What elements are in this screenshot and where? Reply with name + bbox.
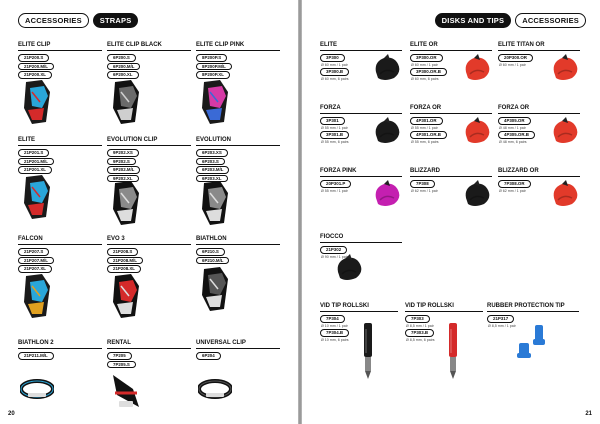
section-tab-0[interactable]: ACCESSORIES [18, 13, 89, 28]
strap-product[interactable] [18, 137, 102, 174]
right-page [302, 0, 600, 424]
strap-product[interactable] [18, 236, 102, 273]
product-code: 9P202.M/L [107, 166, 140, 174]
strap-image [109, 179, 143, 227]
strap-image [109, 272, 143, 320]
strap-image [198, 363, 232, 411]
product-code: 20P301.P [320, 180, 351, 188]
product-note: Ø 55 mm, 6 pairs [411, 139, 439, 144]
product-name: FORZA OR [498, 105, 580, 114]
product-codes [18, 352, 102, 360]
product-codes [196, 248, 280, 264]
product-code: 21P201.M/L [18, 158, 54, 166]
basket-image [334, 254, 364, 282]
product-codes [18, 149, 102, 174]
product-note: Ø 60 mm / 1 pair [411, 62, 438, 67]
product-name: VID TIP ROLLSKI [405, 303, 483, 312]
product-code: 21P317 [487, 315, 514, 323]
product-code: 9P202.XL [107, 175, 139, 183]
product-name: FORZA OR [410, 105, 492, 114]
left-header [18, 13, 138, 28]
product-name: EVO 3 [107, 236, 191, 245]
product-name: FORZA PINK [320, 168, 402, 177]
product-note: Ø 55 mm / 1 pair [321, 188, 348, 193]
product-note: Ø 60 mm / 1 pair [321, 62, 348, 67]
product-code: 7P205.S [107, 361, 136, 369]
product-code: 6P210.S [196, 248, 225, 256]
product-codes [107, 149, 191, 182]
strap-product[interactable] [196, 340, 280, 360]
product-note: Ø 62 mm / 1 pair [499, 188, 526, 193]
tip-image [360, 323, 376, 379]
product-code: 3P300 [320, 54, 345, 62]
strap-product[interactable] [196, 236, 280, 264]
strap-product[interactable] [107, 42, 191, 79]
product-code: 9P202.S [107, 158, 136, 166]
product-code: 8P200P.XL [196, 71, 230, 79]
product-code: 3P300.OR.B [410, 68, 447, 76]
product-code: 4P301.OR.B [410, 131, 447, 139]
tip-image [515, 323, 555, 359]
product-code: 21P208.S [107, 248, 138, 256]
product-code: 3P301 [320, 117, 345, 125]
product-code: 21P201.S [18, 149, 49, 157]
product-note: Ø 8,5 mm / 1 pair [488, 323, 516, 328]
product-name: EVOLUTION CLIP [107, 137, 191, 146]
product-note: Ø 48 mm, 6 pairs [499, 139, 527, 144]
product-note: Ø 8,5 mm, 6 pairs [406, 337, 435, 342]
product-codes [196, 149, 280, 182]
product-name: UNIVERSAL CLIP [196, 340, 280, 349]
product-code: 21P208.M/L [107, 257, 143, 265]
product-codes [18, 248, 102, 273]
product-code: 7P205 [107, 352, 132, 360]
disk-tip-product[interactable] [405, 303, 483, 342]
product-code: 21P201.XL [18, 166, 52, 174]
basket-image [372, 54, 402, 82]
disk-tip-product[interactable] [410, 105, 492, 144]
product-code: 8P200P.M/L [196, 63, 232, 71]
disk-tip-product[interactable] [410, 168, 492, 193]
product-note: Ø 10 mm / 1 pair [321, 323, 348, 328]
product-note: Ø 60 mm, 6 pairs [411, 76, 439, 81]
product-code: 6P203.XL [196, 175, 228, 183]
product-name: EVOLUTION [196, 137, 280, 146]
product-codes [107, 54, 191, 79]
left-page [0, 0, 298, 424]
product-codes [107, 248, 191, 273]
basket-image [550, 54, 580, 82]
product-name: ELITE CLIP [18, 42, 102, 51]
product-code: 21P207.S [18, 248, 49, 256]
product-codes [107, 352, 191, 368]
product-code: 6P210.M/L [196, 257, 229, 265]
product-code: 7P308 [410, 180, 435, 188]
product-name: FORZA [320, 105, 402, 114]
basket-image [462, 180, 492, 208]
strap-product[interactable] [18, 42, 102, 79]
strap-product[interactable] [18, 340, 102, 360]
product-codes [320, 315, 398, 342]
product-code: 21P211.M/L [18, 352, 54, 360]
disk-tip-product[interactable] [410, 42, 492, 81]
product-note: Ø 60 mm / 1 pair [499, 62, 526, 67]
strap-image [109, 369, 143, 417]
product-name: FIOCCO [320, 234, 402, 243]
disk-tip-product[interactable] [320, 303, 398, 342]
product-name: ELITE [320, 42, 402, 51]
disk-tip-product[interactable] [320, 234, 402, 259]
product-code: 7P304.B [320, 329, 349, 337]
section-tab-1[interactable]: STRAPS [93, 13, 139, 28]
strap-product[interactable] [107, 340, 191, 368]
product-code: 4P301.OR [410, 117, 443, 125]
product-code: 4P305.OR.B [498, 131, 535, 139]
product-note: Ø 10 mm, 6 pairs [321, 337, 349, 342]
product-code: 3P301.B [320, 131, 349, 139]
strap-image [198, 78, 232, 126]
product-code: 6P203.S [196, 158, 225, 166]
tip-image [445, 323, 461, 379]
product-code: 21P200.S [18, 54, 49, 62]
product-code: 7P304 [320, 315, 345, 323]
disk-tip-product[interactable] [320, 42, 402, 81]
disk-tip-product[interactable] [498, 42, 580, 67]
page-number: 20 [8, 411, 15, 417]
strap-product[interactable] [107, 236, 191, 273]
product-note: Ø 60 mm, 6 pairs [321, 76, 349, 81]
disk-tip-product[interactable] [487, 303, 579, 328]
product-codes [18, 54, 102, 79]
product-code: 20P300.OR [498, 54, 533, 62]
disk-tip-product[interactable] [498, 168, 580, 193]
product-note: Ø 55 mm, 6 pairs [321, 139, 349, 144]
strap-image [109, 78, 143, 126]
product-code: 21P302 [320, 246, 347, 254]
product-code: 7P303.B [405, 329, 434, 337]
product-code: 21P200.XL [18, 71, 52, 79]
product-name: ELITE TITAN OR [498, 42, 580, 51]
product-codes [196, 352, 280, 360]
disk-tip-product[interactable] [498, 105, 580, 144]
section-tab-0[interactable]: DISKS AND TIPS [435, 13, 512, 28]
product-code: 6P200.M/L [107, 63, 140, 71]
product-code: 9P202.XS [107, 149, 139, 157]
product-note: Ø 55 mm / 1 pair [321, 125, 348, 130]
disk-tip-product[interactable] [320, 105, 402, 144]
product-code: 3P300.OR [410, 54, 443, 62]
basket-image [462, 117, 492, 145]
product-code: 21P200.M/L [18, 63, 54, 71]
product-codes [405, 315, 483, 342]
disk-tip-product[interactable] [320, 168, 402, 193]
strap-image [20, 363, 54, 411]
product-name: RENTAL [107, 340, 191, 349]
product-name: RUBBER PROTECTION TIP [487, 303, 579, 312]
basket-image [462, 54, 492, 82]
product-name: BLIZZARD [410, 168, 492, 177]
product-name: BLIZZARD OR [498, 168, 580, 177]
product-note: Ø 62 mm / 1 pair [411, 188, 438, 193]
product-codes [196, 54, 280, 79]
product-code: 6P200.XL [107, 71, 139, 79]
product-note: Ø 55 mm / 1 pair [411, 125, 438, 130]
page-number: 21 [585, 411, 592, 417]
product-name: ELITE [18, 137, 102, 146]
strap-product[interactable] [196, 137, 280, 182]
product-name: BIATHLON [196, 236, 280, 245]
product-note: Ø 48 mm / 1 pair [499, 125, 526, 130]
product-name: FALCON [18, 236, 102, 245]
section-tab-1[interactable]: ACCESSORIES [515, 13, 586, 28]
product-note: Ø 90 mm / 1 pair [321, 254, 348, 259]
strap-image [20, 78, 54, 126]
strap-image [198, 179, 232, 227]
strap-product[interactable] [196, 42, 280, 79]
product-code: 21P207.XL [18, 265, 52, 273]
basket-image [550, 180, 580, 208]
product-code: 8P200P.S [196, 54, 227, 62]
basket-image [372, 117, 402, 145]
product-code: 6P203.XS [196, 149, 228, 157]
product-code: 21P207.M/L [18, 257, 54, 265]
product-name: BIATHLON 2 [18, 340, 102, 349]
right-header [435, 13, 586, 28]
strap-image [20, 272, 54, 320]
strap-image [20, 173, 54, 221]
basket-image [372, 180, 402, 208]
product-code: 21P208.XL [107, 265, 141, 273]
product-code: 3P300.B [320, 68, 349, 76]
product-name: ELITE OR [410, 42, 492, 51]
product-code: 6P200.S [107, 54, 136, 62]
strap-image [198, 265, 232, 313]
product-name: ELITE CLIP PINK [196, 42, 280, 51]
strap-product[interactable] [107, 137, 191, 182]
product-code: 6P203.M/L [196, 166, 229, 174]
product-note: Ø 8,5 mm / 1 pair [406, 323, 434, 328]
product-code: 7P308.OR [498, 180, 531, 188]
product-code: 7P303 [405, 315, 430, 323]
product-name: ELITE CLIP BLACK [107, 42, 191, 51]
product-name: VID TIP ROLLSKI [320, 303, 398, 312]
basket-image [550, 117, 580, 145]
product-code: 4P305.OR [498, 117, 531, 125]
product-code: 6P204 [196, 352, 221, 360]
